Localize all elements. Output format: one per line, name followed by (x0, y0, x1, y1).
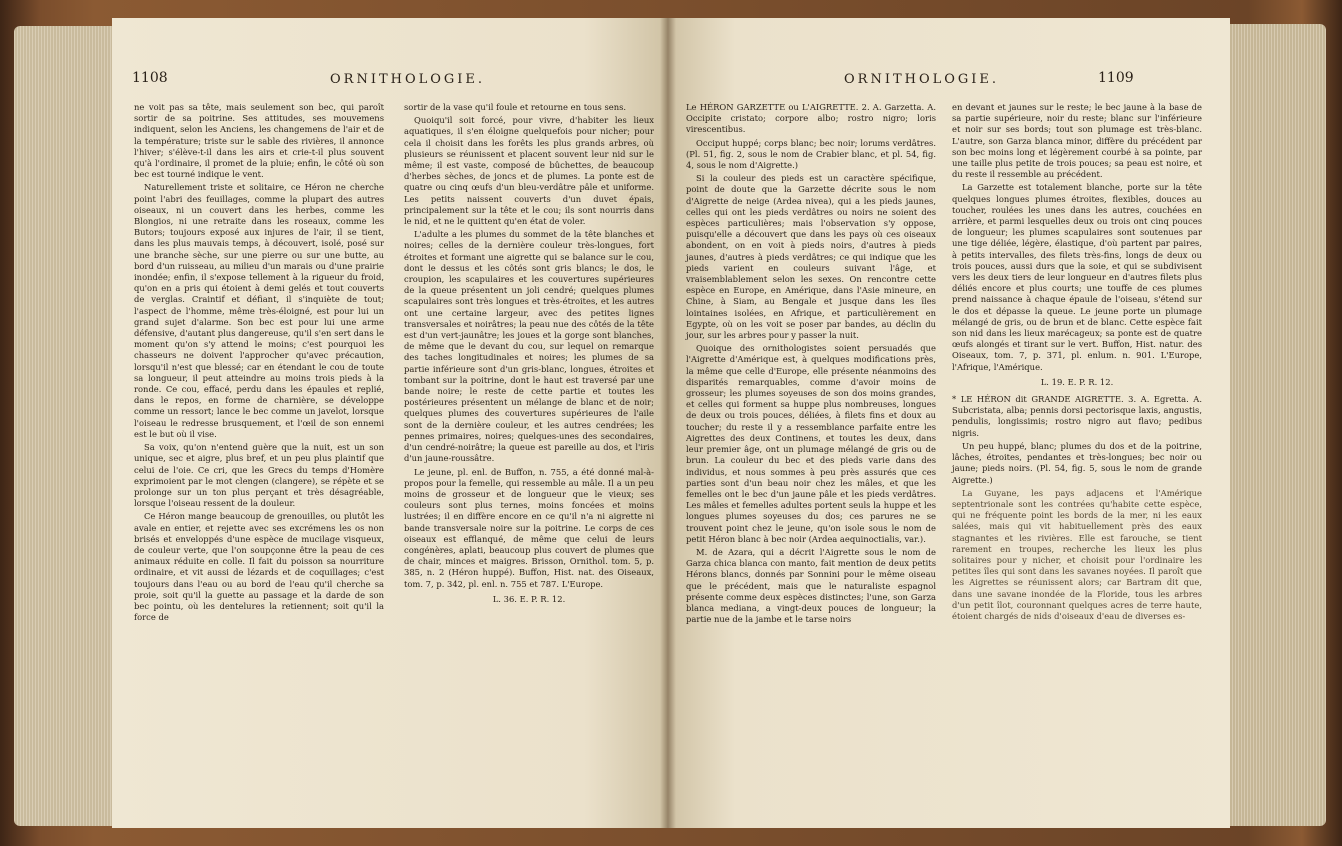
paragraph: Le jeune, pl. enl. de Buffon, n. 755, a été donné mal-à-propos pour la femelle, qui ressemble au mâle. Il a un peu moins de grosseur et de longueur que le vieux; ses couleurs sont plus ternes, moins foncées et moins lustrées; il en diffère encore en ce qu'il n'a ni aigrette ni bande transversale noire sur la poitrine. Le corps de ces oiseaux est efflanqué, de même que celui de leurs congénères, aplati, beaucoup plus couvert de plumes que de chair, minces et maigres. Brisson, Ornithol. tom. 5, p. 385, n. 2 (Héron huppé). Buffon, Hist. nat. des Oiseaux, tom. 7, p. 342, pl. enl. n. 755 et 787. L'Europe. (404, 466, 654, 589)
paragraph: Occiput huppé; corps blanc; bec noir; lorums verdâtres. (Pl. 51, fig. 2, sous le nom de Crabier blanc, et pl. 54, fig. 4, sous le nom d'Aigrette.) (686, 137, 936, 171)
paragraph: La Garzette est totalement blanche, porte sur la tête quelques longues plumes étroites, flexibles, douces au toucher, roulées les unes dans les autres, couchées en arrière, et parmi lesquelles deux ou trois ont cinq pouces de longueur; les plumes scapulaires sont soutenues par une tige déliée, légère, élastique, d'où partent par paires, à petits intervalles, des filets très-fins, longs de deux ou trois pouces, aussi durs que la soie, et qui se subdivisent vers les deux tiers de leur longueur en d'autres filets plus déliés encore et plus courts; une touffe de ces plumes prend naissance à chaque épaule de l'oiseau, s'étend sur le dos et dépasse la queue. Le jeune porte un plumage mélangé de gris, ou de brun et de blanc. Cette espèce fait son nid dans les lieux marécageux; sa ponte est de quatre œufs alongés et tirant sur le vert. Buffon, Hist. natur. des Oiseaux, tom. 7, p. 371, pl. enlum. n. 901. L'Europe, l'Afrique, l'Amérique. (952, 182, 1202, 372)
paragraph: Si la couleur des pieds est un caractère spécifique, point de doute que la Garzette décrite sous le nom d'Aigrette de neige (Ardea nivea), qui a les pieds jaunes, celles qui ont les pieds verdâtres ou noirs ne soient des espèces particulières; mais l'observation s'y oppose, puisqu'elle a découvert que dans les pays où ces oiseaux abondent, on en voit à pieds noirs, d'autres à pieds jaunes, d'autres à pieds verdâtres; ce qui indique que les pieds varient en couleurs suivant l'âge, et vraisemblablement selon les sexes. On rencontre cette espèce en Europe, en Amérique, dans l'Asie mineure, en Chine, à Siam, au Bengale et jusque dans les îles lointaines isolées, en Afrique, et particulièrement en Egypte, où on les voit se poser par bandes, au déclin du jour, sur les arbres pour y passer la nuit. (686, 173, 936, 341)
paragraph: M. de Azara, qui a décrit l'Aigrette sous le nom de Garza chica blanca con manto, fait mention de deux petits Hérons blancs, donnés par Sonnini pour le même oiseau que le précédent, mais que le naturaliste espagnol présente comme deux espèces distinctes; l'une, son Garza blanca mediana, a vingt-deux pouces de longueur; la partie nue de la jambe et le tarse noirs (686, 546, 936, 625)
paragraph: ne voit pas sa tête, mais seulement son bec, qui paroît sortir de sa poitrine. Ses attitudes, ses mouvemens indiquent, selon les Anciens, les changemens de l'air et de la température; triste sur le sable des rivières, il annonce l'hiver; s'élève-t-il dans les airs et crie-t-il plus souvent qu'à l'ordinaire, il promet de la pluie; enfin, le côté où son bec est tourné indique le vent. (134, 102, 384, 180)
measurement-signature: L. 36. E. P. R. 12. (492, 593, 566, 604)
page-edges-left (14, 26, 118, 826)
paragraph: Quoiqu'il soit forcé, pour vivre, d'habiter les lieux aquatiques, il s'en éloigne quelquefois pour nicher; pour cela il choisit dans les forêts les plus grands arbres, où plusieurs se réunissent et placent souvent leur nid sur le même; il est vaste, composé de bûchettes, de beaucoup d'herbes sèches, de joncs et de plumes. La ponte est de quatre ou cinq œufs d'un bleu-verdâtre pâle et uniforme. Les petits naissent couverts d'un duvet épais, principalement sur la tête et le cou; ils sont nourris dans le nid, et ne le quittent qu'en état de voler. (404, 115, 654, 227)
right-header (668, 70, 1230, 92)
left-header (112, 70, 668, 92)
paragraph: Un peu huppé, blanc; plumes du dos et de la poitrine, lâches, étroites, pendantes et très-longues; bec noir ou jaune; pieds noirs. (Pl. 54, fig. 5, sous le nom de grande Aigrette.) (952, 440, 1202, 485)
left-running-title: ORNITHOLOGIE. (330, 72, 486, 87)
right-column-1 (686, 102, 936, 627)
right-column-2 (952, 102, 1202, 624)
paragraph: Sa voix, qu'on n'entend guère que la nuit, est un son unique, sec et aigre, plus bref, et un peu plus plaintif que celui de l'oie. Ce cri, que les Grecs du temps d'Homère exprimoient par le mot clengen (clangere), se répète et se prolonge sur un ton plus perçant et très désagréable, lorsque l'oiseau ressent de la douleur. (134, 442, 384, 509)
left-column-2 (404, 102, 654, 611)
right-running-title: ORNITHOLOGIE. (844, 72, 1000, 87)
left-column-1 (134, 102, 384, 625)
paragraph: Naturellement triste et solitaire, ce Héron ne cherche point l'abri des feuillages, comme la plupart des autres oiseaux, ni un couvert dans les herbes, comme les Blongios, ni une retraite dans les roseaux, comme les Butors; toujours exposé aux injures de l'air, il se tient, dans les plus mauvais temps, à découvert, isolé, posé sur une branche sèche, sur une pierre ou sur une butte, au bord d'un ruisseau, au milieu d'un marais ou d'une prairie inondée; enfin, il s'expose tellement à la rigueur du froid, qu'on en a pris qui étoient à demi gelés et tout couverts de verglas. Craintif et défiant, il s'inquiète de tout; l'aspect de l'homme, même très-éloigné, est pour lui un grand sujet d'alarme. Son bec est pour lui une arme défensive, d'autant plus dangereuse, qu'il s'en sert dans le moment qu'on s'y attend le moins; c'est pourquoi les chasseurs ne doivent l'approcher qu'avec précaution, lorsqu'il n'est que blessé; car en étendant le cou de toute sa longueur, il peut atteindre au moins trois pieds à la ronde. Ce cou, effacé, perdu dans les épaules et replié, dans le repos, en forme de charnière, se développe comme un ressort; lance le bec comme un javelot, lorsque l'oiseau le redresse brusquement, et l'œil de son ennemi est le but où il vise. (134, 182, 384, 439)
paragraph: Ce Héron mange beaucoup de grenouilles, ou plutôt les avale en entier, et rejette avec ses excrémens les os non brisés et enveloppés d'une espèce de mucilage visqueux, de couleur verte, que l'on soupçonne être la peau de ces animaux réduite en colle. Il fait du poisson sa nourriture ordinaire, et vit aussi de lézards et de coquillages; c'est toujours dans l'eau ou au bord de l'eau qu'il cherche sa proie, soit qu'il la guette au passage et la darde de son bec pointu, où les dentelures la retiennent; soit qu'il la force de (134, 511, 384, 623)
paragraph: Quoique des ornithologistes soient persuadés que l'Aigrette d'Amérique est, à quelques modifications près, la même que celle d'Europe, elle présente néanmoins des disparités remarquables, comme d'avoir moins de grosseur; les plumes soyeuses de son dos moins grandes, et celles qui forment sa huppe plus nombreuses, longues de deux ou trois pouces, déliées, à filets fins et doux au toucher; du reste il y a ressemblance parfaite entre les Aigrettes des deux Continens, et toutes les deux, dans leur premier âge, ont un plumage mélangé de gris ou de brun. La couleur du bec et des pieds varie dans des individus, et nous sommes à peu près assurés que ces parties sont d'un beau noir chez les mâles, et que les femelles ont le bec d'un jaune pâle et les pieds verdâtres. Les mâles et femelles adultes portent seuls la huppe et les longues plumes soyeuses du dos; ces parures ne se trouvent point chez le jeune, qu'on isole sous le nom de petit Héron blanc à bec noir (Ardea aequinoctialis, var.). (686, 343, 936, 544)
right-page (668, 18, 1230, 828)
book-gutter (660, 18, 676, 828)
paragraph: en devant et jaunes sur le reste; le bec jaune à la base de sa partie supérieure, noir du reste; blanc sur l'inférieure et noir sur ses bords; tout son plumage est très-blanc. L'autre, son Garza blanca minor, diffère du précédent par son bec moins long et légèrement courbé à sa pointe, par une taille plus petite de trois pouces; sa peau est noire, et du reste il ressemble au précédent. (952, 102, 1202, 180)
right-page-number: 1109 (1098, 70, 1134, 86)
species-heading: * LE HÉRON dit GRANDE AIGRETTE. 3. A. Egretta. A. Subcristata, alba; pennis dorsi pectorisque laxis, angustis, pendulis, longissimis; rostro nigro aut flavo; pedibus nigris. (952, 394, 1202, 438)
paragraph: La Guyane, les pays adjacens et l'Amérique septentrionale sont les contrées qu'habite cette espèce, qui ne fréquente point les bords de la mer, ni les eaux salées, mais qui vit habituellement près des eaux stagnantes et les rivières. Elle est farouche, se tient rarement en troupes, recherche les lieux les plus solitaires pour y nicher, et choisit pour l'ordinaire les petites îles qui sont dans les savanes noyées. Il paroît que les Aigrettes se réunissent alors; car Bartram dit que, dans une savane inondée de la Floride, tous les arbres d'un petit îlot, couronnant quelques acres de terre haute, étoient chargés de nids d'oiseaux d'eau de diverses es- (952, 487, 1202, 621)
measurement-signature: L. 19. E. P. R. 12. (1040, 376, 1114, 387)
paragraph: L'adulte a les plumes du sommet de la tête blanches et noires; celles de la dernière couleur très-longues, fort étroites et formant une aigrette qui se balance sur le cou, dont le dessus et les côtés sont gris blancs; le dos, le croupion, les scapulaires et les couvertures supérieures de la queue présentent un joli cendré; quelques plumes scapulaires sont très longues et très-étroites, et les autres ont une certaine largeur, avec des petites lignes transversales et noirâtres; la peau nue des côtés de la tête est d'un vert-jaunâtre; les joues et la gorge sont blanches, de même que le devant du cou, sur lequel on remarque des taches longitudinales et noires; les plumes de sa partie inférieure sont d'un gris-blanc, longues, étroites et tombant sur la poitrine, dont le haut est traversé par une bande noire; le reste de cette partie et toutes les postérieures présentent un mélange de blanc et de noir; quelques plumes des couvertures supérieures de l'aile sont de la dernière couleur, et les autres cendrées; les pennes primaires, noires; quelques-unes des secondaires, d'un cendré-noirâtre; la queue est pareille au dos, et l'iris d'un jaune-roussâtre. (404, 229, 654, 464)
page-edges-right (1226, 24, 1326, 826)
paragraph: sortir de la vase qu'il foule et retourne en tous sens. (404, 102, 627, 112)
left-page (112, 18, 668, 828)
species-heading: Le HÉRON GARZETTE ou L'AIGRETTE. 2. A. Garzetta. A. Occipite cristato; corpore albo; rostro nigro; loris virescentibus. (686, 102, 936, 135)
left-page-number: 1108 (132, 70, 168, 86)
